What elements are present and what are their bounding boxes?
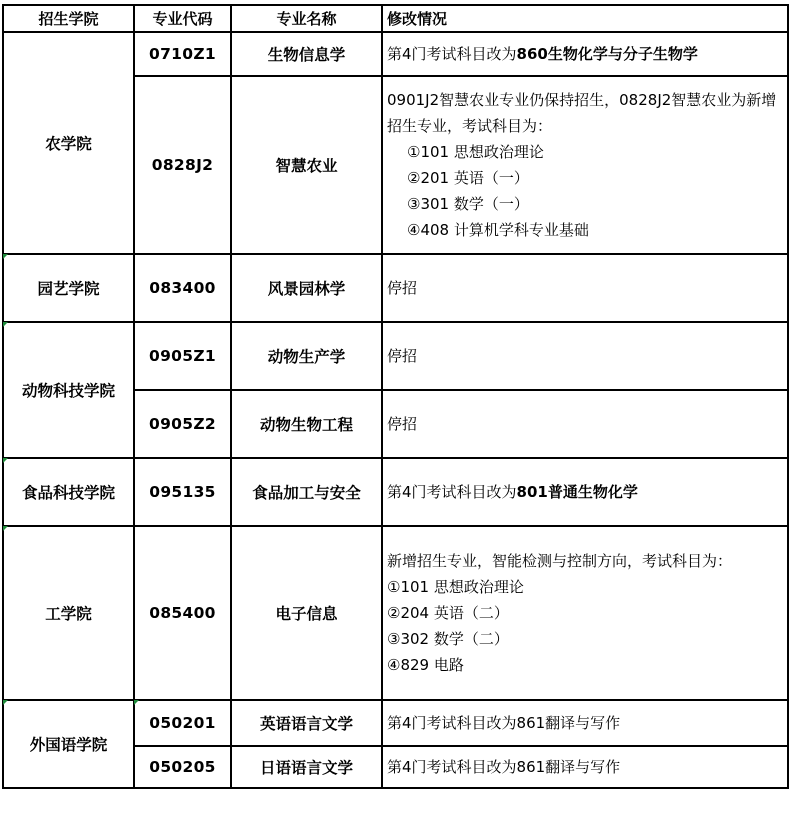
- college-cell: 食品科技学院: [3, 458, 134, 526]
- table-row: [3, 322, 788, 390]
- name-cell: 风景园林学: [231, 254, 382, 322]
- change-cell: 停招: [382, 390, 788, 458]
- header-change: 修改情况: [382, 5, 788, 32]
- change-cell: [382, 526, 788, 700]
- change-bold: 801普通生物化学: [516, 483, 638, 501]
- name-cell: 日语语言文学: [231, 746, 382, 788]
- college-cell: 外国语学院: [3, 700, 134, 788]
- college-cell: 园艺学院: [3, 254, 134, 322]
- table-row: [3, 526, 788, 700]
- change-text: 0901J2智慧农业专业仍保持招生，0828J2智慧农业为新增招生专业，考试科目为：: [387, 91, 777, 135]
- subject-item: ②204 英语（二）: [387, 604, 509, 622]
- name-cell: 生物信息学: [231, 32, 382, 76]
- change-cell: [382, 458, 788, 526]
- college-cell: 农学院: [3, 32, 134, 254]
- name-cell: 智慧农业: [231, 76, 382, 254]
- code-cell: 050201: [134, 700, 231, 746]
- table-row: [3, 254, 788, 322]
- change-cell: 第4门考试科目改为861翻译与写作: [382, 746, 788, 788]
- change-cell: [382, 76, 788, 254]
- subject-item: ③302 数学（二）: [387, 630, 509, 648]
- code-cell: 0828J2: [134, 76, 231, 254]
- subject-item: ①101 思想政治理论: [407, 143, 544, 161]
- code-cell: 095135: [134, 458, 231, 526]
- enrollment-changes-table: [2, 4, 789, 789]
- change-bold: 860生物化学与分子生物学: [516, 45, 698, 63]
- name-cell: 动物生物工程: [231, 390, 382, 458]
- header-row: [3, 5, 788, 32]
- code-cell: 0905Z1: [134, 322, 231, 390]
- subject-item: ③301 数学（一）: [407, 195, 529, 213]
- change-prefix: 第4门考试科目改为: [387, 483, 517, 501]
- change-text: 新增招生专业，智能检测与控制方向，考试科目为：: [387, 552, 733, 570]
- code-cell: 083400: [134, 254, 231, 322]
- change-cell: [382, 32, 788, 76]
- header-name: 专业名称: [231, 5, 382, 32]
- college-cell: 动物科技学院: [3, 322, 134, 458]
- table-row: [3, 700, 788, 746]
- code-cell: 050205: [134, 746, 231, 788]
- change-cell: 停招: [382, 322, 788, 390]
- change-cell: 第4门考试科目改为861翻译与写作: [382, 700, 788, 746]
- name-cell: 食品加工与安全: [231, 458, 382, 526]
- table-row: [3, 32, 788, 76]
- college-cell: 工学院: [3, 526, 134, 700]
- subject-item: ②201 英语（一）: [407, 169, 529, 187]
- header-college: 招生学院: [3, 5, 134, 32]
- code-cell: 0710Z1: [134, 32, 231, 76]
- subject-item: ①101 思想政治理论: [387, 578, 524, 596]
- change-cell: 停招: [382, 254, 788, 322]
- code-cell: 0905Z2: [134, 390, 231, 458]
- subject-item: ④829 电路: [387, 656, 464, 674]
- name-cell: 英语语言文学: [231, 700, 382, 746]
- change-prefix: 第4门考试科目改为: [387, 45, 517, 63]
- code-cell: 085400: [134, 526, 231, 700]
- name-cell: 电子信息: [231, 526, 382, 700]
- table-row: [3, 458, 788, 526]
- subject-item: ④408 计算机学科专业基础: [407, 221, 589, 239]
- name-cell: 动物生产学: [231, 322, 382, 390]
- header-code: 专业代码: [134, 5, 231, 32]
